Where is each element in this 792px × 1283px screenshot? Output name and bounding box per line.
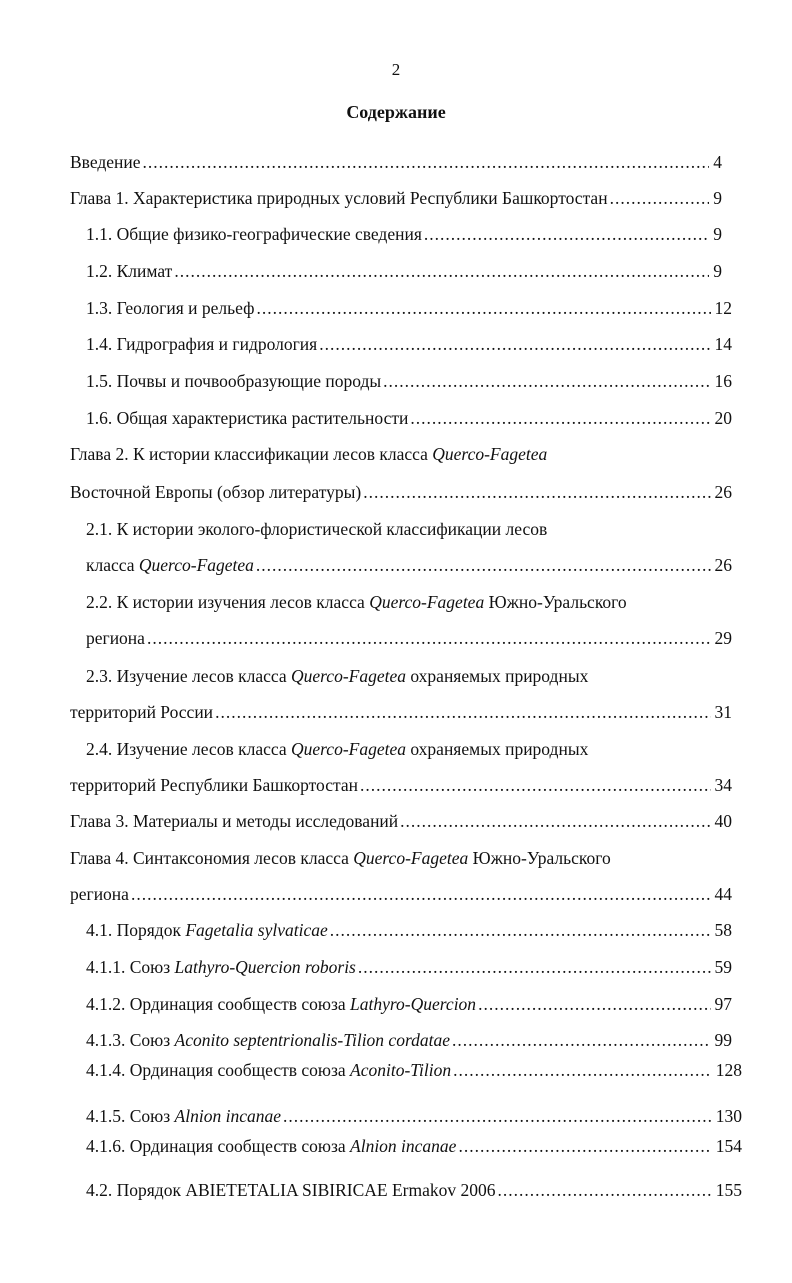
toc-leader-dots	[610, 186, 710, 210]
toc-entry	[70, 442, 732, 466]
toc-entry-title	[70, 773, 358, 797]
toc-entry-taxon: Querco-Fagetea	[432, 444, 548, 464]
toc-entry	[86, 406, 732, 430]
toc-entry-title	[86, 590, 627, 614]
toc-entry-text: 4.2. Порядок ABIETETALIA SIBIRICAE Ermakov 2006	[86, 1180, 496, 1200]
toc-entry-text: 4.1.2. Ординация сообществ союза	[86, 994, 351, 1014]
toc-entry	[86, 296, 732, 320]
toc-entry-title	[86, 517, 547, 541]
toc-entry-text: 4.1.6. Ординация сообществ союза	[86, 1136, 351, 1156]
toc-page-number: 12	[714, 298, 732, 318]
toc-entry-title	[86, 626, 145, 650]
toc-page-number: 26	[714, 555, 732, 575]
toc-entry-text: Глава 4. Синтаксономия лесов класса	[70, 848, 354, 868]
toc-page-number: 9	[713, 261, 722, 281]
toc-entry-text: Южно-Уральского	[484, 592, 627, 612]
toc-entry-title	[86, 296, 254, 320]
toc-page-number: 29	[714, 628, 732, 648]
toc-entry-text: 1.6. Общая характеристика растительности	[86, 408, 409, 428]
toc-entry	[70, 846, 732, 870]
toc-entry	[86, 626, 732, 650]
toc-page-number: 34	[714, 775, 732, 795]
toc-entry	[70, 773, 732, 797]
toc-leader-dots	[452, 1028, 711, 1052]
toc-entry-text: 2.3. Изучение лесов класса	[86, 666, 291, 686]
toc-entry-text: охраняемых природных	[405, 666, 589, 686]
toc-entry	[86, 737, 732, 761]
toc-leader-dots	[424, 222, 709, 246]
toc-leader-dots	[319, 332, 710, 356]
toc-entry	[86, 664, 732, 688]
toc-page-number: 155	[715, 1180, 742, 1200]
toc-entry-title	[86, 664, 588, 688]
toc-entry	[86, 1028, 732, 1052]
toc-entry-taxon: Aconito septentrionalis-Tilion cordatae	[174, 1030, 450, 1050]
toc-entry-text: 4.1.5. Союз	[86, 1106, 175, 1126]
toc-entry-title	[86, 553, 254, 577]
toc-page-number: 59	[714, 957, 732, 977]
toc-entry	[86, 332, 732, 356]
toc-entry-title	[86, 955, 356, 979]
toc-leader-dots	[143, 150, 710, 174]
toc-page-number: 9	[713, 188, 722, 208]
toc-entry	[70, 480, 732, 504]
toc-leader-dots	[215, 700, 710, 724]
toc-leader-dots	[174, 259, 709, 283]
toc-entry-taxon: Fagetalia sylvaticae	[185, 920, 328, 940]
page-number: 2	[391, 60, 401, 79]
toc-leader-dots	[147, 626, 711, 650]
toc-leader-dots	[453, 1058, 712, 1082]
toc-entry-taxon: Querco-Fagetea	[369, 592, 485, 612]
toc-entry-text: Южно-Уральского	[468, 848, 611, 868]
toc-page-number: 154	[715, 1136, 742, 1156]
toc-entry	[86, 955, 732, 979]
toc-entry-text: региона	[70, 884, 129, 904]
toc-entry-text: Глава 3. Материалы и методы исследований	[70, 811, 399, 831]
toc-leader-dots	[283, 1104, 712, 1128]
toc-page-number: 16	[714, 371, 732, 391]
toc-page-number: 26	[714, 482, 732, 502]
toc-page-number: 14	[714, 334, 732, 354]
toc-page-number: 130	[715, 1106, 742, 1126]
toc-page-number: 97	[714, 994, 732, 1014]
toc-leader-dots	[256, 553, 711, 577]
toc-leader-dots	[256, 296, 710, 320]
toc-leader-dots	[478, 992, 710, 1016]
toc-entry-taxon: Alnion incanae	[350, 1136, 457, 1156]
toc-entry-title	[86, 1058, 451, 1082]
toc-entry-text: территорий Республики Башкортостан	[70, 775, 359, 795]
toc-entry-title	[70, 442, 547, 466]
toc-entry-title	[86, 1028, 450, 1052]
toc-entry-text: 4.1.1. Союз	[86, 957, 175, 977]
toc-entry	[86, 992, 732, 1016]
toc-entry-title	[70, 882, 129, 906]
toc-entry	[86, 553, 732, 577]
toc-entry	[70, 186, 722, 210]
toc-leader-dots	[383, 369, 710, 393]
toc-entry-text: класса	[86, 555, 139, 575]
toc-entry-title	[86, 918, 328, 942]
toc-entry-title	[70, 700, 213, 724]
toc-entry-taxon: Lathyro-Quercion roboris	[174, 957, 356, 977]
toc-leader-dots	[131, 882, 711, 906]
toc-entry-title	[70, 846, 611, 870]
toc-page-number: 99	[714, 1030, 732, 1050]
toc-entry-taxon: Querco-Fagetea	[138, 555, 254, 575]
toc-entry-title	[86, 737, 588, 761]
toc-entry-title	[86, 259, 172, 283]
toc-entry-text: 2.2. К истории изучения лесов класса	[86, 592, 370, 612]
toc-entry	[70, 150, 722, 174]
toc-leader-dots	[330, 918, 711, 942]
toc-entry-text: территорий России	[70, 702, 214, 722]
toc-entry	[86, 1178, 742, 1202]
toc-entry-text: 2.4. Изучение лесов класса	[86, 739, 291, 759]
toc-entry-title	[86, 1134, 456, 1158]
toc-entry-text: 1.3. Геология и рельеф	[86, 298, 255, 318]
toc-entry-taxon: Querco-Fagetea	[353, 848, 469, 868]
toc-leader-dots	[458, 1134, 711, 1158]
page-title: Содержание	[346, 102, 446, 122]
toc-entry	[86, 517, 732, 541]
toc-entry-title	[86, 1104, 281, 1128]
toc-entry-title	[86, 222, 422, 246]
toc-entry	[70, 700, 732, 724]
toc-entry-taxon: Lathyro-Quercion	[350, 994, 477, 1014]
toc-entry-text: Глава 1. Характеристика природных условий Республики Башкортостан	[70, 188, 608, 208]
toc-entry	[86, 1058, 742, 1082]
toc-entry	[86, 590, 732, 614]
toc-page-number: 58	[714, 920, 732, 940]
toc-entry-title	[70, 150, 141, 174]
toc-entry-text: 1.2. Климат	[86, 261, 173, 281]
toc-entry-title	[86, 1178, 496, 1202]
toc-page-number: 128	[715, 1060, 742, 1080]
toc-entry-title	[86, 406, 408, 430]
toc-entry	[86, 222, 722, 246]
toc-entry-text: 2.1. К истории эколого-флористической классификации лесов	[86, 519, 548, 539]
toc-leader-dots	[498, 1178, 712, 1202]
toc-entry	[86, 918, 732, 942]
toc-entry-text: 1.1. Общие физико-географические сведения	[86, 224, 422, 244]
toc-leader-dots	[410, 406, 710, 430]
toc-entry	[86, 259, 722, 283]
toc-leader-dots	[400, 809, 710, 833]
toc-entry-title	[70, 186, 608, 210]
toc-entry-text: 1.5. Почвы и почвообразующие породы	[86, 371, 382, 391]
toc-entry-text: 4.1.4. Ординация сообществ союза	[86, 1060, 351, 1080]
toc-entry-text: региона	[86, 628, 145, 648]
toc-entry-text: охраняемых природных	[405, 739, 589, 759]
toc-entry-title	[70, 809, 398, 833]
toc-entry	[86, 369, 732, 393]
toc-page-number: 20	[714, 408, 732, 428]
toc-entry-taxon: Querco-Fagetea	[290, 739, 406, 759]
toc-entry-text: 4.1. Порядок	[86, 920, 186, 940]
toc-page-number: 40	[714, 811, 732, 831]
toc-entry-text: 1.4. Гидрография и гидрология	[86, 334, 318, 354]
toc-entry-text: Глава 2. К истории классификации лесов класса	[70, 444, 433, 464]
toc-entry-title	[86, 332, 317, 356]
toc-leader-dots	[363, 480, 710, 504]
toc-entry	[86, 1134, 742, 1158]
toc-entry-taxon: Alnion incanae	[174, 1106, 281, 1126]
toc-leader-dots	[358, 955, 711, 979]
toc-page-number: 9	[713, 224, 722, 244]
toc-page-number: 4	[713, 152, 722, 172]
toc-entry-title	[70, 480, 361, 504]
toc-page-number: 31	[714, 702, 732, 722]
toc-entry	[70, 882, 732, 906]
toc-entry	[70, 809, 732, 833]
toc-entry-taxon: Querco-Fagetea	[290, 666, 406, 686]
toc-entry-text: 4.1.3. Союз	[86, 1030, 175, 1050]
toc-entry	[86, 1104, 742, 1128]
toc-entry-text: Восточной Европы (обзор литературы)	[70, 482, 362, 502]
toc-entry-text: Введение	[70, 152, 141, 172]
toc-entry-title	[86, 369, 381, 393]
toc-leader-dots	[360, 773, 710, 797]
toc-page-number: 44	[714, 884, 732, 904]
toc-entry-title	[86, 992, 476, 1016]
toc-entry-taxon: Aconito-Tilion	[350, 1060, 452, 1080]
